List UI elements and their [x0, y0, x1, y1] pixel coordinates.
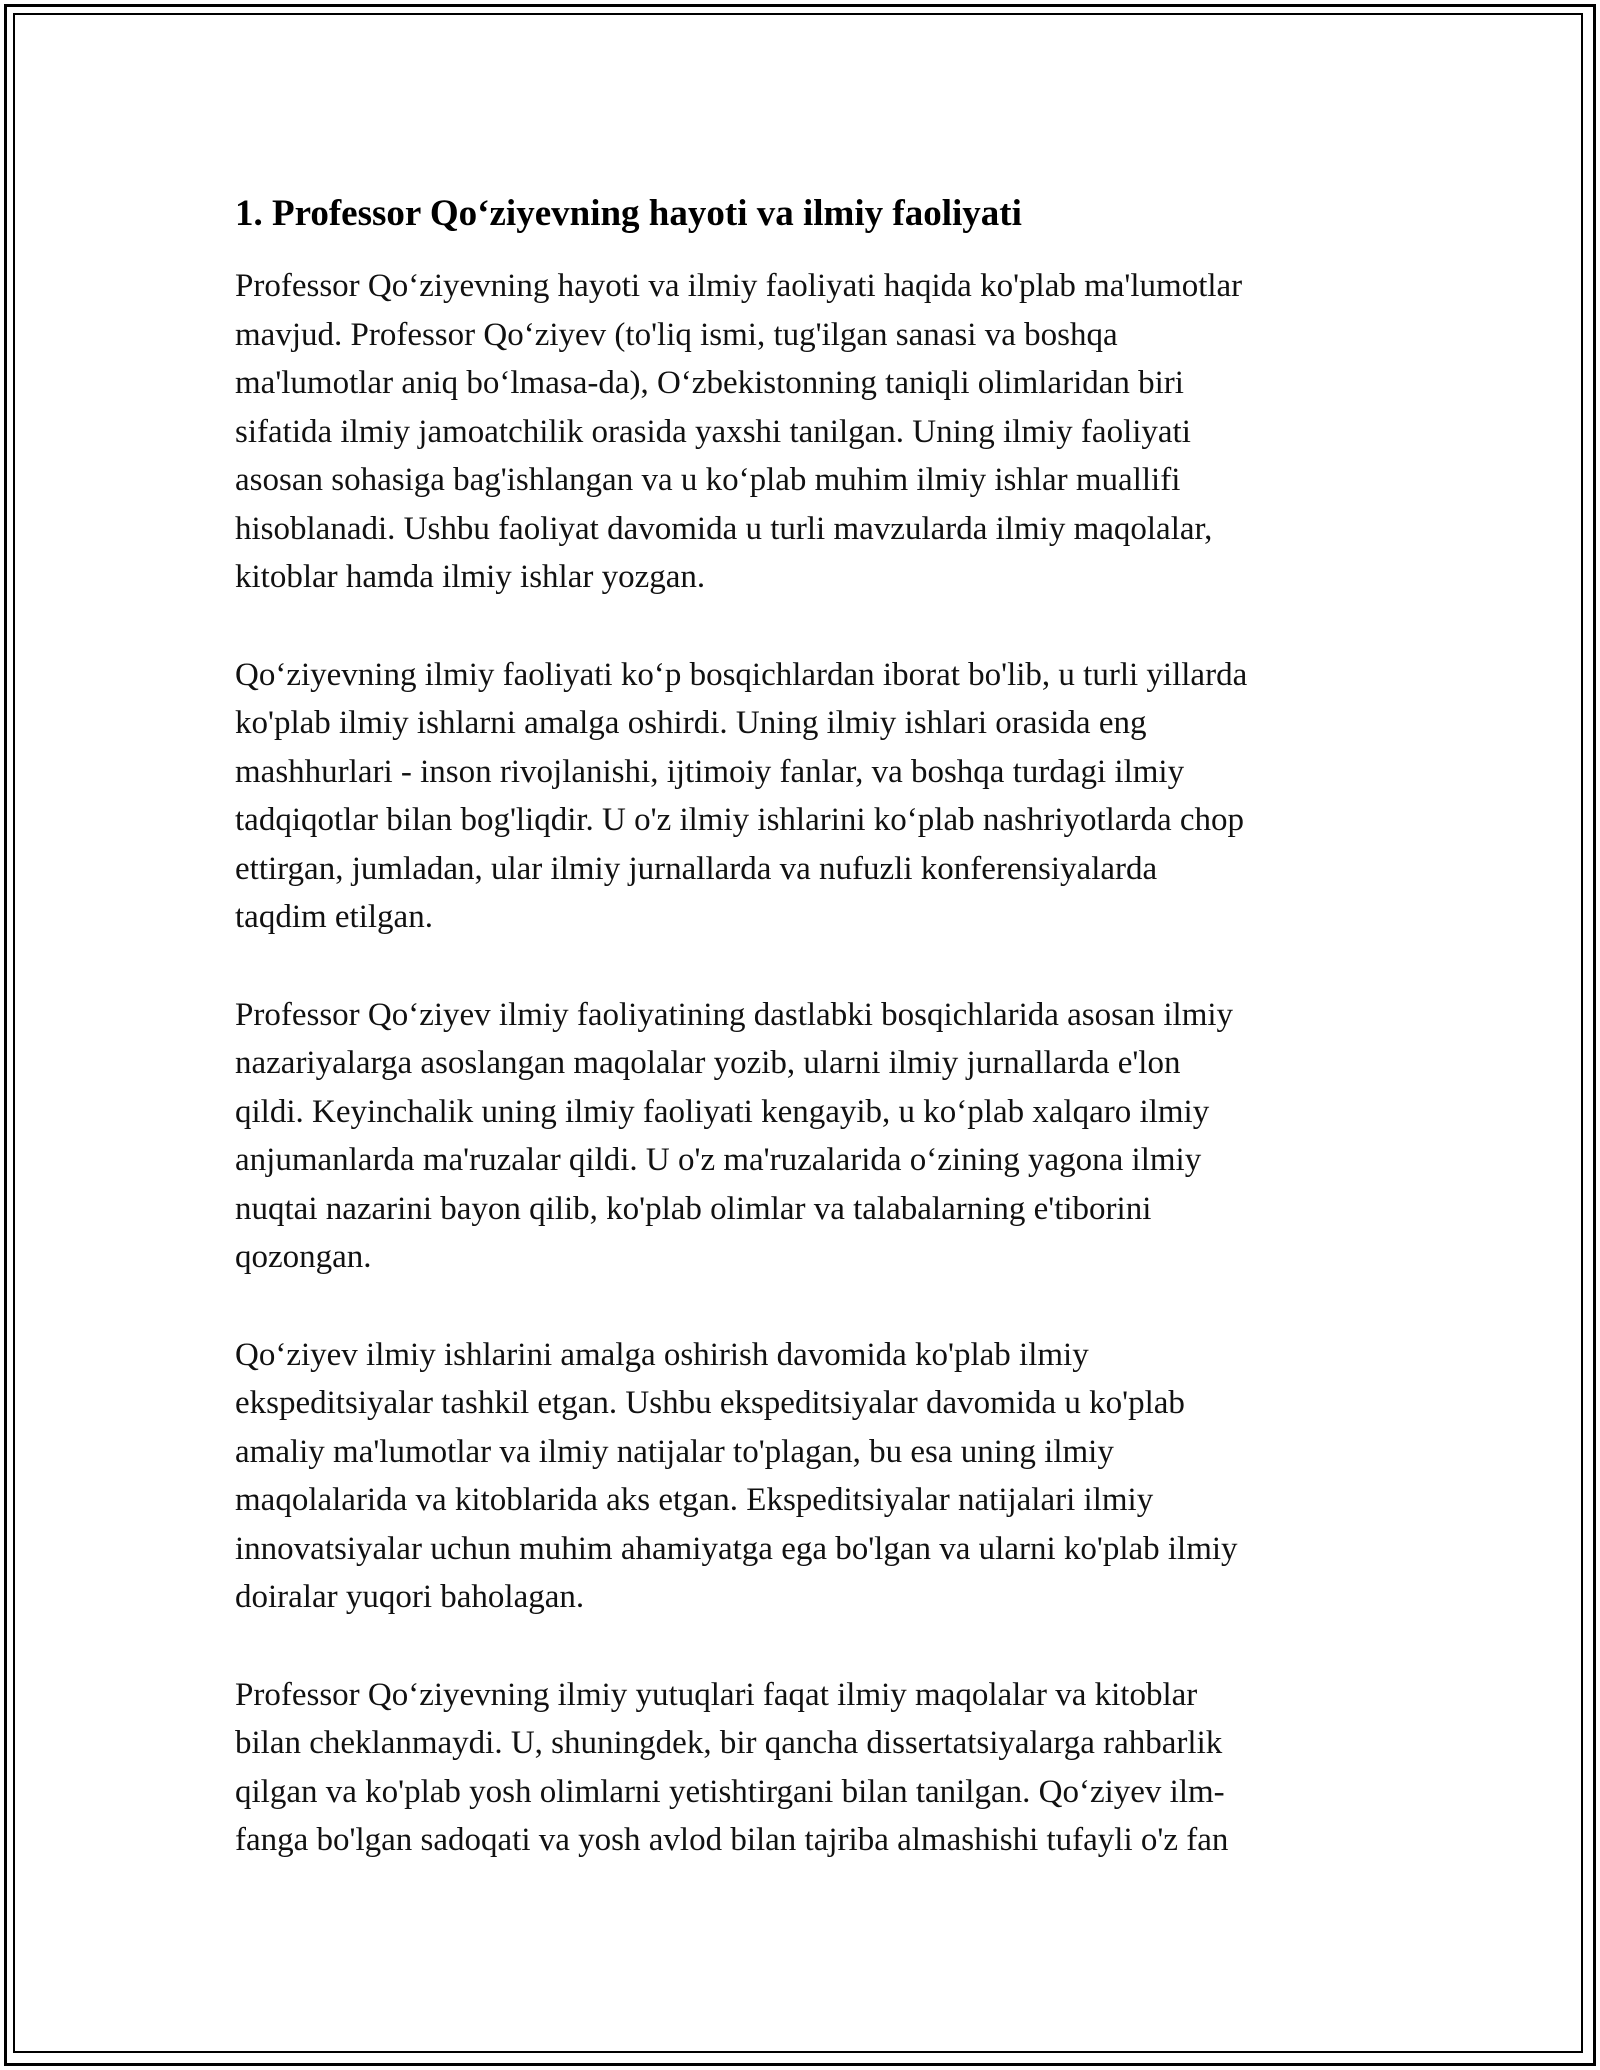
- text-line: maqolalarida va kitoblarida aks etgan. Ekspeditsiyalar natijalari ilmiy: [235, 1482, 1154, 1518]
- text-line: Professor Qo‘ziyevning hayoti va ilmiy faoliyati haqida ko'plab ma'lumotlar: [235, 268, 1243, 304]
- text-line: tadqiqotlar bilan bog'liqdir. U o'z ilmiy ishlarini ko‘plab nashriyotlarda chop: [235, 802, 1245, 838]
- text-line: bilan cheklanmaydi. U, shuningdek, bir qancha dissertatsiyalarga rahbarlik: [235, 1725, 1223, 1761]
- text-line: ekspeditsiyalar tashkil etgan. Ushbu ekspeditsiyalar davomida u ko'plab: [235, 1385, 1185, 1421]
- text-line: doiralar yuqori baholagan.: [235, 1579, 585, 1615]
- text-line: fanga bo'lgan sadoqati va yosh avlod bilan tajriba almashishi tufayli o'z fan: [235, 1822, 1229, 1858]
- text-line: kitoblar hamda ilmiy ishlar yozgan.: [235, 559, 706, 595]
- text-line: amaliy ma'lumotlar va ilmiy natijalar to'plagan, bu esa uning ilmiy: [235, 1433, 1114, 1470]
- text-line: qilgan va ko'plab yosh olimlarni yetishtirgani bilan tanilgan. Qo‘ziyev ilm-: [235, 1773, 1225, 1810]
- text-line: ma'lumotlar aniq bo‘lmasa-da), O‘zbekistonning taniqli olimlaridan biri: [235, 365, 1184, 401]
- text-line: qildi. Keyinchalik uning ilmiy faoliyati kengayib, u ko‘plab xalqaro ilmiy: [235, 1093, 1210, 1130]
- document-body: [235, 190, 1375, 1914]
- text-line: Professor Qo‘ziyev ilmiy faoliyatining dastlabki bosqichlarida asosan ilmiy: [235, 996, 1234, 1033]
- paragraph-2: [235, 651, 1375, 942]
- text-line: taqdim etilgan.: [235, 899, 433, 935]
- text-line: ettirgan, jumladan, ular ilmiy jurnallarda va nufuzli konferensiyalarda: [235, 850, 1158, 887]
- paragraph-1: [235, 262, 1375, 602]
- text-line: anjumanlarda ma'ruzalar qildi. U o'z ma'ruzalarida o‘zining yagona ilmiy: [235, 1142, 1202, 1178]
- text-line: Qo‘ziyev ilmiy ishlarini amalga oshirish davomida ko'plab ilmiy: [235, 1336, 1089, 1373]
- text-line: qozongan.: [235, 1239, 372, 1275]
- text-line: Professor Qo‘ziyevning ilmiy yutuqlari faqat ilmiy maqolalar va kitoblar: [235, 1676, 1198, 1713]
- text-line: Qo‘ziyevning ilmiy faoliyati ko‘p bosqichlardan iborat bo'lib, u turli yillarda: [235, 656, 1248, 693]
- text-line: nuqtai nazarini bayon qilib, ko'plab olimlar va talabalarning e'tiborini: [235, 1190, 1152, 1227]
- paragraph-3: [235, 991, 1375, 1282]
- text-line: sifatida ilmiy jamoatchilik orasida yaxshi tanilgan. Uning ilmiy faoliyati: [235, 413, 1191, 450]
- text-line: mashhurlari - inson rivojlanishi, ijtimoiy fanlar, va boshqa turdagi ilmiy: [235, 753, 1185, 790]
- text-line: innovatsiyalar uchun muhim ahamiyatga ega bo'lgan va ularni ko'plab ilmiy: [235, 1530, 1238, 1567]
- section-heading: 1. Professor Qo‘ziyevning hayoti va ilmiy faoliyati: [235, 193, 1022, 234]
- paragraph-5: [235, 1671, 1375, 1865]
- text-line: asosan sohasiga bag'ishlangan va u ko‘plab muhim ilmiy ishlar muallifi: [235, 462, 1181, 498]
- text-line: mavjud. Professor Qo‘ziyev (to'liq ismi, tug'ilgan sanasi va boshqa: [235, 316, 1118, 353]
- paragraph-4: [235, 1331, 1375, 1622]
- text-line: nazariyalarga asoslangan maqolalar yozib, ularni ilmiy jurnallarda e'lon: [235, 1045, 1181, 1081]
- text-line: ko'plab ilmiy ishlarni amalga oshirdi. Uning ilmiy ishlari orasida eng: [235, 705, 1147, 741]
- text-line: hisoblanadi. Ushbu faoliyat davomida u turli mavzularda ilmiy maqolalar,: [235, 510, 1213, 547]
